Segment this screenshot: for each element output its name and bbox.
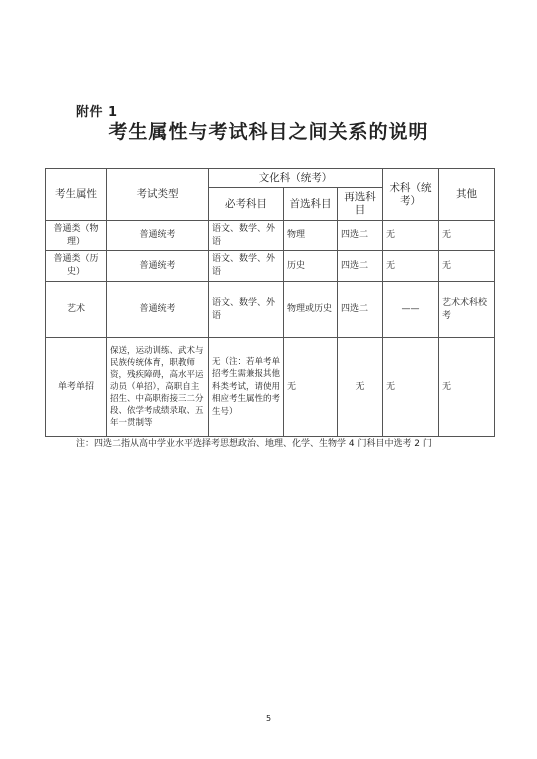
cell-attr: 普通类（物理） — [46, 221, 107, 251]
header-attr: 考生属性 — [46, 169, 107, 221]
cell-art: 无 — [383, 338, 439, 437]
cell-art: —— — [383, 282, 439, 338]
header-required: 必考科目 — [209, 188, 284, 221]
page-number: 5 — [265, 714, 272, 723]
cell-attr: 单考单招 — [46, 338, 107, 437]
cell-first-choice: 无 — [284, 338, 338, 437]
cell-exam-type: 普通统考 — [107, 282, 209, 338]
header-first-choice: 首选科目 — [284, 188, 338, 221]
cell-first-choice: 物理或历史 — [284, 282, 338, 338]
document-title: 考生属性与考试科目之间关系的说明 — [108, 121, 429, 143]
table-row — [46, 282, 495, 338]
cell-required: 语文、数学、外语 — [209, 251, 284, 282]
attachment-label: 附件 1 — [76, 105, 118, 120]
cell-first-choice: 历史 — [284, 251, 338, 282]
cell-other: 无 — [439, 251, 495, 282]
cell-required: 无（注：若单考单招考生需兼报其他科类考试，请使用相应考生属性的考生号） — [209, 338, 284, 437]
cell-art: 无 — [383, 251, 439, 282]
header-exam-type: 考试类型 — [107, 169, 209, 221]
cell-other: 无 — [439, 221, 495, 251]
table-row — [46, 221, 495, 251]
cell-exam-type: 保送，运动训练、武术与民族传统体育，职教师资，残疾障碍，高水平运动员（单招），高职自主招生、中高职衔接三二分段、依学考成绩录取、五年一贯制等 — [107, 338, 209, 437]
header-row — [46, 169, 495, 188]
header-culture-group: 文化科（统考） — [209, 169, 383, 188]
header-reselect: 再选科目 — [338, 188, 383, 221]
cell-reselect: 无 — [338, 338, 383, 437]
table-row — [46, 251, 495, 282]
header-other: 其他 — [439, 169, 495, 221]
cell-reselect: 四选二 — [338, 282, 383, 338]
cell-exam-type: 普通统考 — [107, 221, 209, 251]
subject-relation-table — [45, 168, 495, 437]
cell-reselect: 四选二 — [338, 251, 383, 282]
cell-attr: 艺术 — [46, 282, 107, 338]
table-note: 注：四选二指从高中学业水平选择考思想政治、地理、化学、生物学 4 门科目中选考 2 门 — [76, 439, 432, 449]
cell-other: 艺术术科校考 — [439, 282, 495, 338]
cell-other: 无 — [439, 338, 495, 437]
cell-required: 语文、数学、外语 — [209, 282, 284, 338]
cell-reselect: 四选二 — [338, 221, 383, 251]
cell-first-choice: 物理 — [284, 221, 338, 251]
cell-required: 语文、数学、外语 — [209, 221, 284, 251]
table-row — [46, 338, 495, 437]
cell-art: 无 — [383, 221, 439, 251]
header-art: 术科（统考） — [383, 169, 439, 221]
cell-attr: 普通类（历史） — [46, 251, 107, 282]
cell-exam-type: 普通统考 — [107, 251, 209, 282]
